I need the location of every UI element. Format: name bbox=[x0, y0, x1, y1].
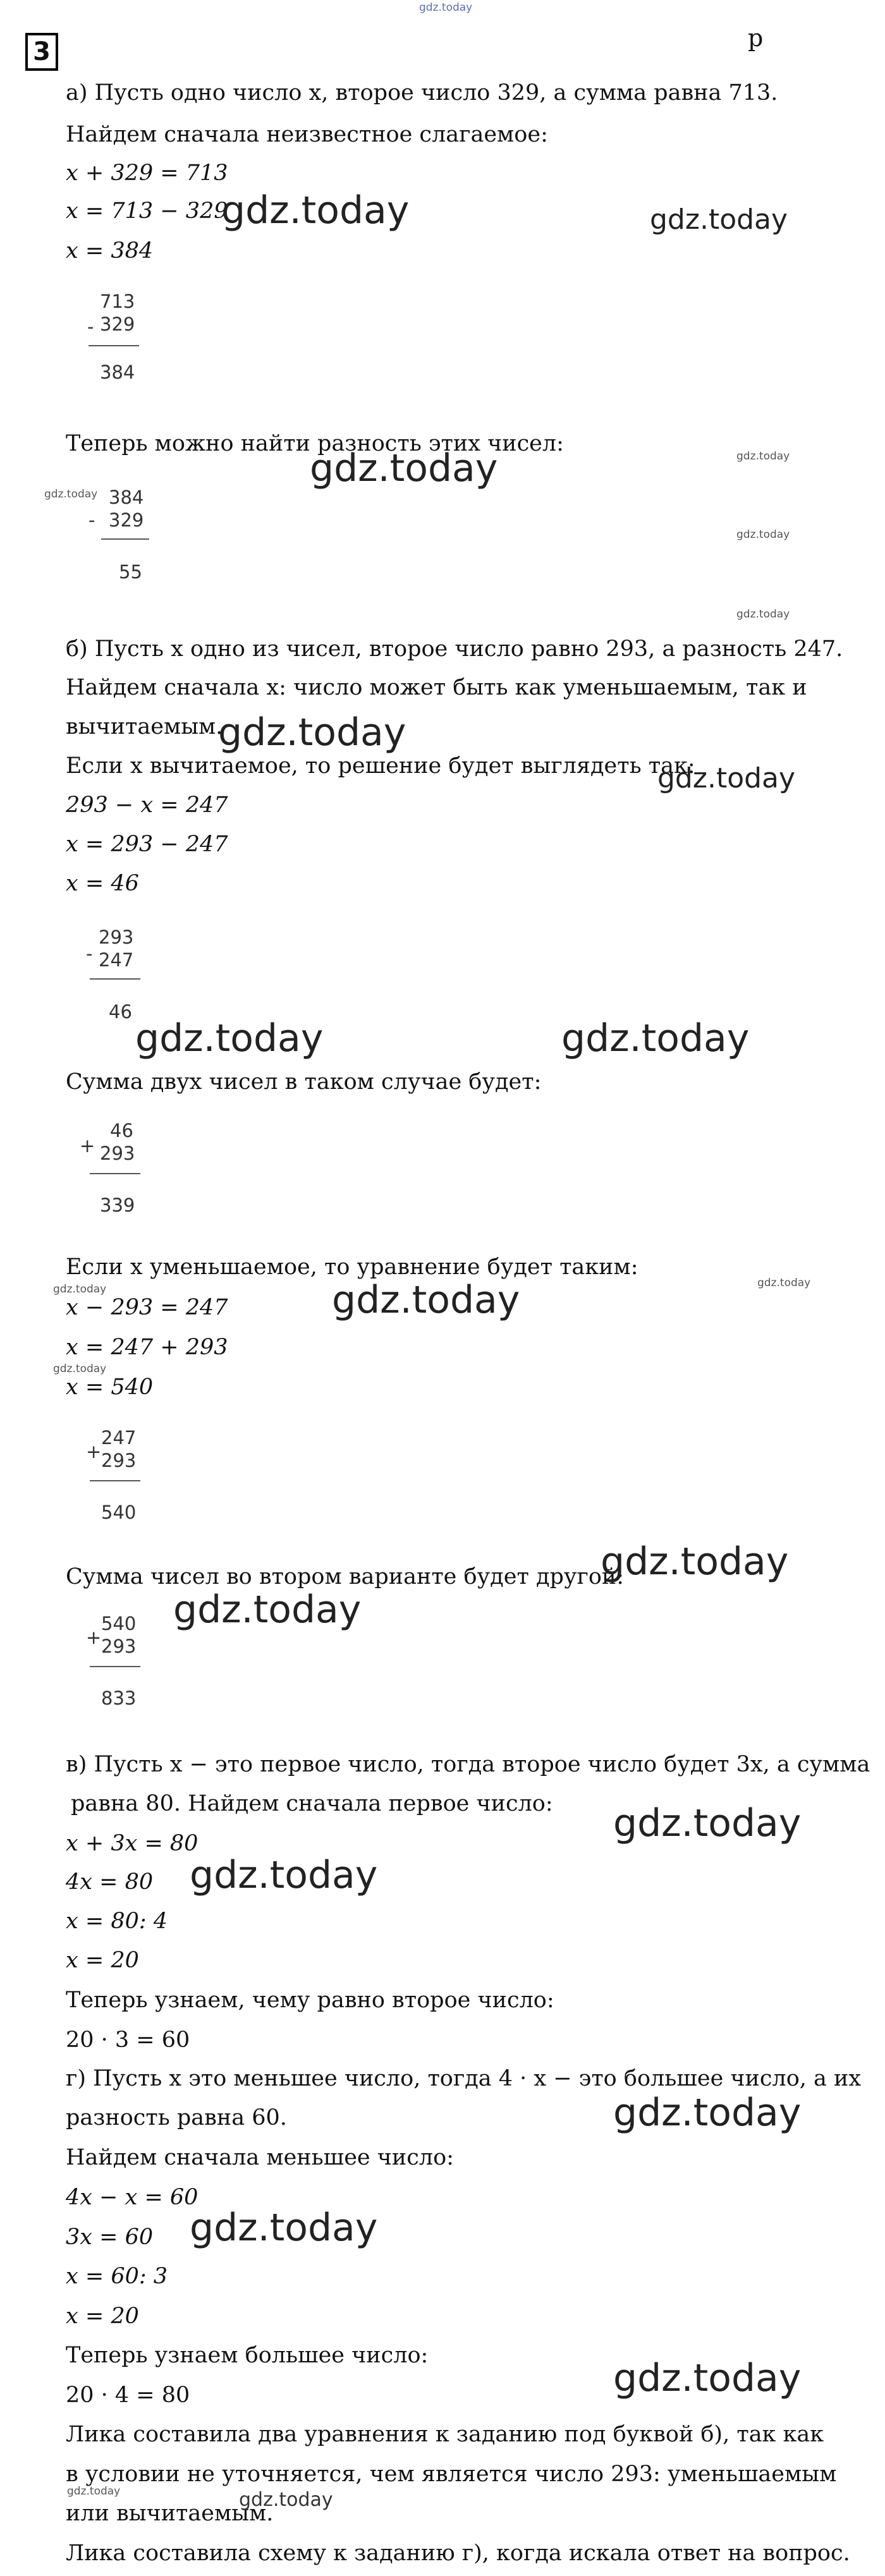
watermark: gdz.today bbox=[613, 2356, 802, 2400]
part-g-line-2: разность равна 60. bbox=[66, 2105, 287, 2130]
part-v-line-1: в) Пусть x − это первое число, тогда второе число будет 3x, а сумма bbox=[66, 1752, 870, 1777]
watermark: gdz.today bbox=[561, 1016, 750, 1060]
column-top: 384 bbox=[109, 487, 144, 508]
watermark: gdz.today bbox=[190, 1853, 378, 1897]
column-bottom: 293 bbox=[101, 1636, 137, 1657]
part-b-line-4: Если x вычитаемое, то решение будет выглядеть так: bbox=[66, 753, 695, 779]
part-a-eq-1: x + 329 = 713 bbox=[66, 161, 228, 186]
column-top: 46 bbox=[110, 1120, 133, 1141]
column-bottom: 293 bbox=[101, 1450, 137, 1471]
column-top: 540 bbox=[101, 1613, 137, 1634]
part-a-line-3: Теперь можно найти разность этих чисел: bbox=[66, 431, 564, 456]
column-operator: + bbox=[86, 1627, 102, 1648]
part-v-eq-1: x + 3x = 80 bbox=[66, 1831, 198, 1856]
part-v-eq-3: x = 80: 4 bbox=[66, 1909, 168, 1934]
part-g-line-4: Теперь узнаем большее число: bbox=[66, 2343, 429, 2368]
part-v-eq-2: 4x = 80 bbox=[66, 1869, 154, 1895]
part-g-eq-3: x = 60: 3 bbox=[66, 2264, 168, 2289]
column-result: 833 bbox=[101, 1687, 137, 1709]
part-g-line-1: г) Пусть x это меньшее число, тогда 4 · x − это большее число, а их bbox=[66, 2066, 862, 2091]
site-header: gdz.today bbox=[419, 1, 473, 14]
column-operator: - bbox=[88, 509, 95, 531]
column-addition-b2 bbox=[77, 1120, 147, 1221]
watermark: gdz.today bbox=[736, 528, 790, 541]
part-b-line-3: вычитаемым. bbox=[66, 714, 223, 739]
column-result: 540 bbox=[101, 1502, 137, 1523]
part-g-eq-4: x = 20 bbox=[66, 2304, 139, 2329]
watermark: gdz.today bbox=[53, 1363, 107, 1375]
watermark: gdz.today bbox=[44, 488, 98, 501]
column-bottom: 329 bbox=[109, 509, 144, 531]
column-result: 384 bbox=[100, 361, 135, 383]
watermark: gdz.today bbox=[736, 450, 790, 463]
part-b-line-2: Найдем сначала x: число может быть как уменьшаемым, так и bbox=[66, 675, 807, 700]
watermark: gdz.today bbox=[613, 2091, 802, 2135]
column-operator: - bbox=[86, 943, 93, 964]
part-b-line-5: Сумма двух чисел в таком случае будет: bbox=[66, 1069, 542, 1095]
column-result: 55 bbox=[119, 561, 142, 583]
note-line-1: Лика составила два уравнения к заданию под буквой б), так как bbox=[66, 2422, 824, 2447]
part-v-eq-4: x = 20 bbox=[66, 1948, 139, 1973]
watermark: gdz.today bbox=[135, 1016, 324, 1060]
column-top: 247 bbox=[101, 1427, 137, 1449]
task-number: 3 bbox=[25, 33, 58, 71]
note-line-4: Лика составила схему к заданию г), когда искала ответ на вопрос. bbox=[66, 2541, 850, 2566]
part-a-line-1: а) Пусть одно число x, второе число 329, а сумма равна 713. bbox=[66, 80, 778, 106]
column-bottom: 293 bbox=[100, 1143, 135, 1164]
column-subtraction-a2 bbox=[88, 487, 152, 588]
column-operator: + bbox=[86, 1441, 102, 1462]
column-bottom: 329 bbox=[100, 313, 135, 335]
part-a-eq-2: x = 713 − 329 bbox=[66, 198, 228, 224]
watermark: gdz.today bbox=[613, 1801, 802, 1845]
corner-mark: p bbox=[748, 24, 764, 52]
part-g-line-3: Найдем сначала меньшее число: bbox=[66, 2145, 454, 2170]
part-v-line-2: равна 80. Найдем сначала первое число: bbox=[71, 1791, 553, 1816]
part-b-eq-3: x = 46 bbox=[66, 871, 139, 896]
watermark: gdz.today bbox=[218, 710, 406, 755]
watermark: gdz.today bbox=[221, 188, 410, 233]
watermark: gdz.today bbox=[736, 608, 790, 621]
column-subtraction-b1 bbox=[85, 927, 148, 1028]
note-line-3: или вычитаемым. bbox=[66, 2501, 274, 2526]
part-g-eq-2: 3x = 60 bbox=[66, 2225, 154, 2250]
part-b-line-6: Если x уменьшаемое, то уравнение будет таким: bbox=[66, 1255, 638, 1280]
part-a-line-2: Найдем сначала неизвестное слагаемое: bbox=[66, 122, 548, 147]
column-top: 713 bbox=[100, 291, 135, 312]
column-subtraction-a1 bbox=[82, 291, 145, 392]
column-operator: + bbox=[80, 1135, 95, 1157]
column-addition-b4 bbox=[83, 1613, 153, 1714]
watermark: gdz.today bbox=[332, 1278, 520, 1322]
part-b-eq-6: x = 540 bbox=[66, 1375, 154, 1400]
part-b-line-7: Сумма чисел во втором варианте будет другой: bbox=[66, 1564, 625, 1589]
note-line-2: в условии не уточняется, чем является число 293: уменьшаемым bbox=[66, 2462, 837, 2487]
part-b-line-1: б) Пусть х одно из чисел, второе число равно 293, а разность 247. bbox=[66, 636, 843, 662]
watermark: gdz.today bbox=[239, 2489, 333, 2511]
part-a-eq-3: x = 384 bbox=[66, 238, 154, 264]
part-g-eq-5: 20 · 4 = 80 bbox=[66, 2383, 190, 2408]
watermark: gdz.today bbox=[190, 2206, 378, 2250]
watermark: gdz.today bbox=[650, 204, 788, 236]
part-g-eq-1: 4x − x = 60 bbox=[66, 2185, 198, 2210]
part-b-eq-4: x − 293 = 247 bbox=[66, 1295, 228, 1320]
watermark: gdz.today bbox=[310, 446, 498, 490]
part-b-eq-1: 293 − x = 247 bbox=[66, 793, 228, 818]
part-b-eq-2: x = 293 − 247 bbox=[66, 832, 228, 857]
part-v-line-3: Теперь узнаем, чему равно второе число: bbox=[66, 1988, 554, 2013]
column-bottom: 247 bbox=[99, 949, 134, 971]
watermark: gdz.today bbox=[657, 762, 796, 794]
column-result: 46 bbox=[109, 1001, 132, 1023]
column-top: 293 bbox=[99, 927, 134, 948]
part-v-eq-5: 20 · 3 = 60 bbox=[66, 2027, 190, 2053]
column-addition-b3 bbox=[83, 1427, 153, 1528]
part-b-eq-5: x = 247 + 293 bbox=[66, 1335, 228, 1360]
column-operator: - bbox=[87, 316, 94, 337]
watermark: gdz.today bbox=[53, 1283, 107, 1296]
watermark: gdz.today bbox=[67, 2485, 121, 2498]
column-result: 339 bbox=[100, 1194, 135, 1216]
watermark: gdz.today bbox=[757, 1277, 811, 1289]
watermark: gdz.today bbox=[173, 1588, 362, 1632]
watermark: gdz.today bbox=[601, 1540, 789, 1584]
